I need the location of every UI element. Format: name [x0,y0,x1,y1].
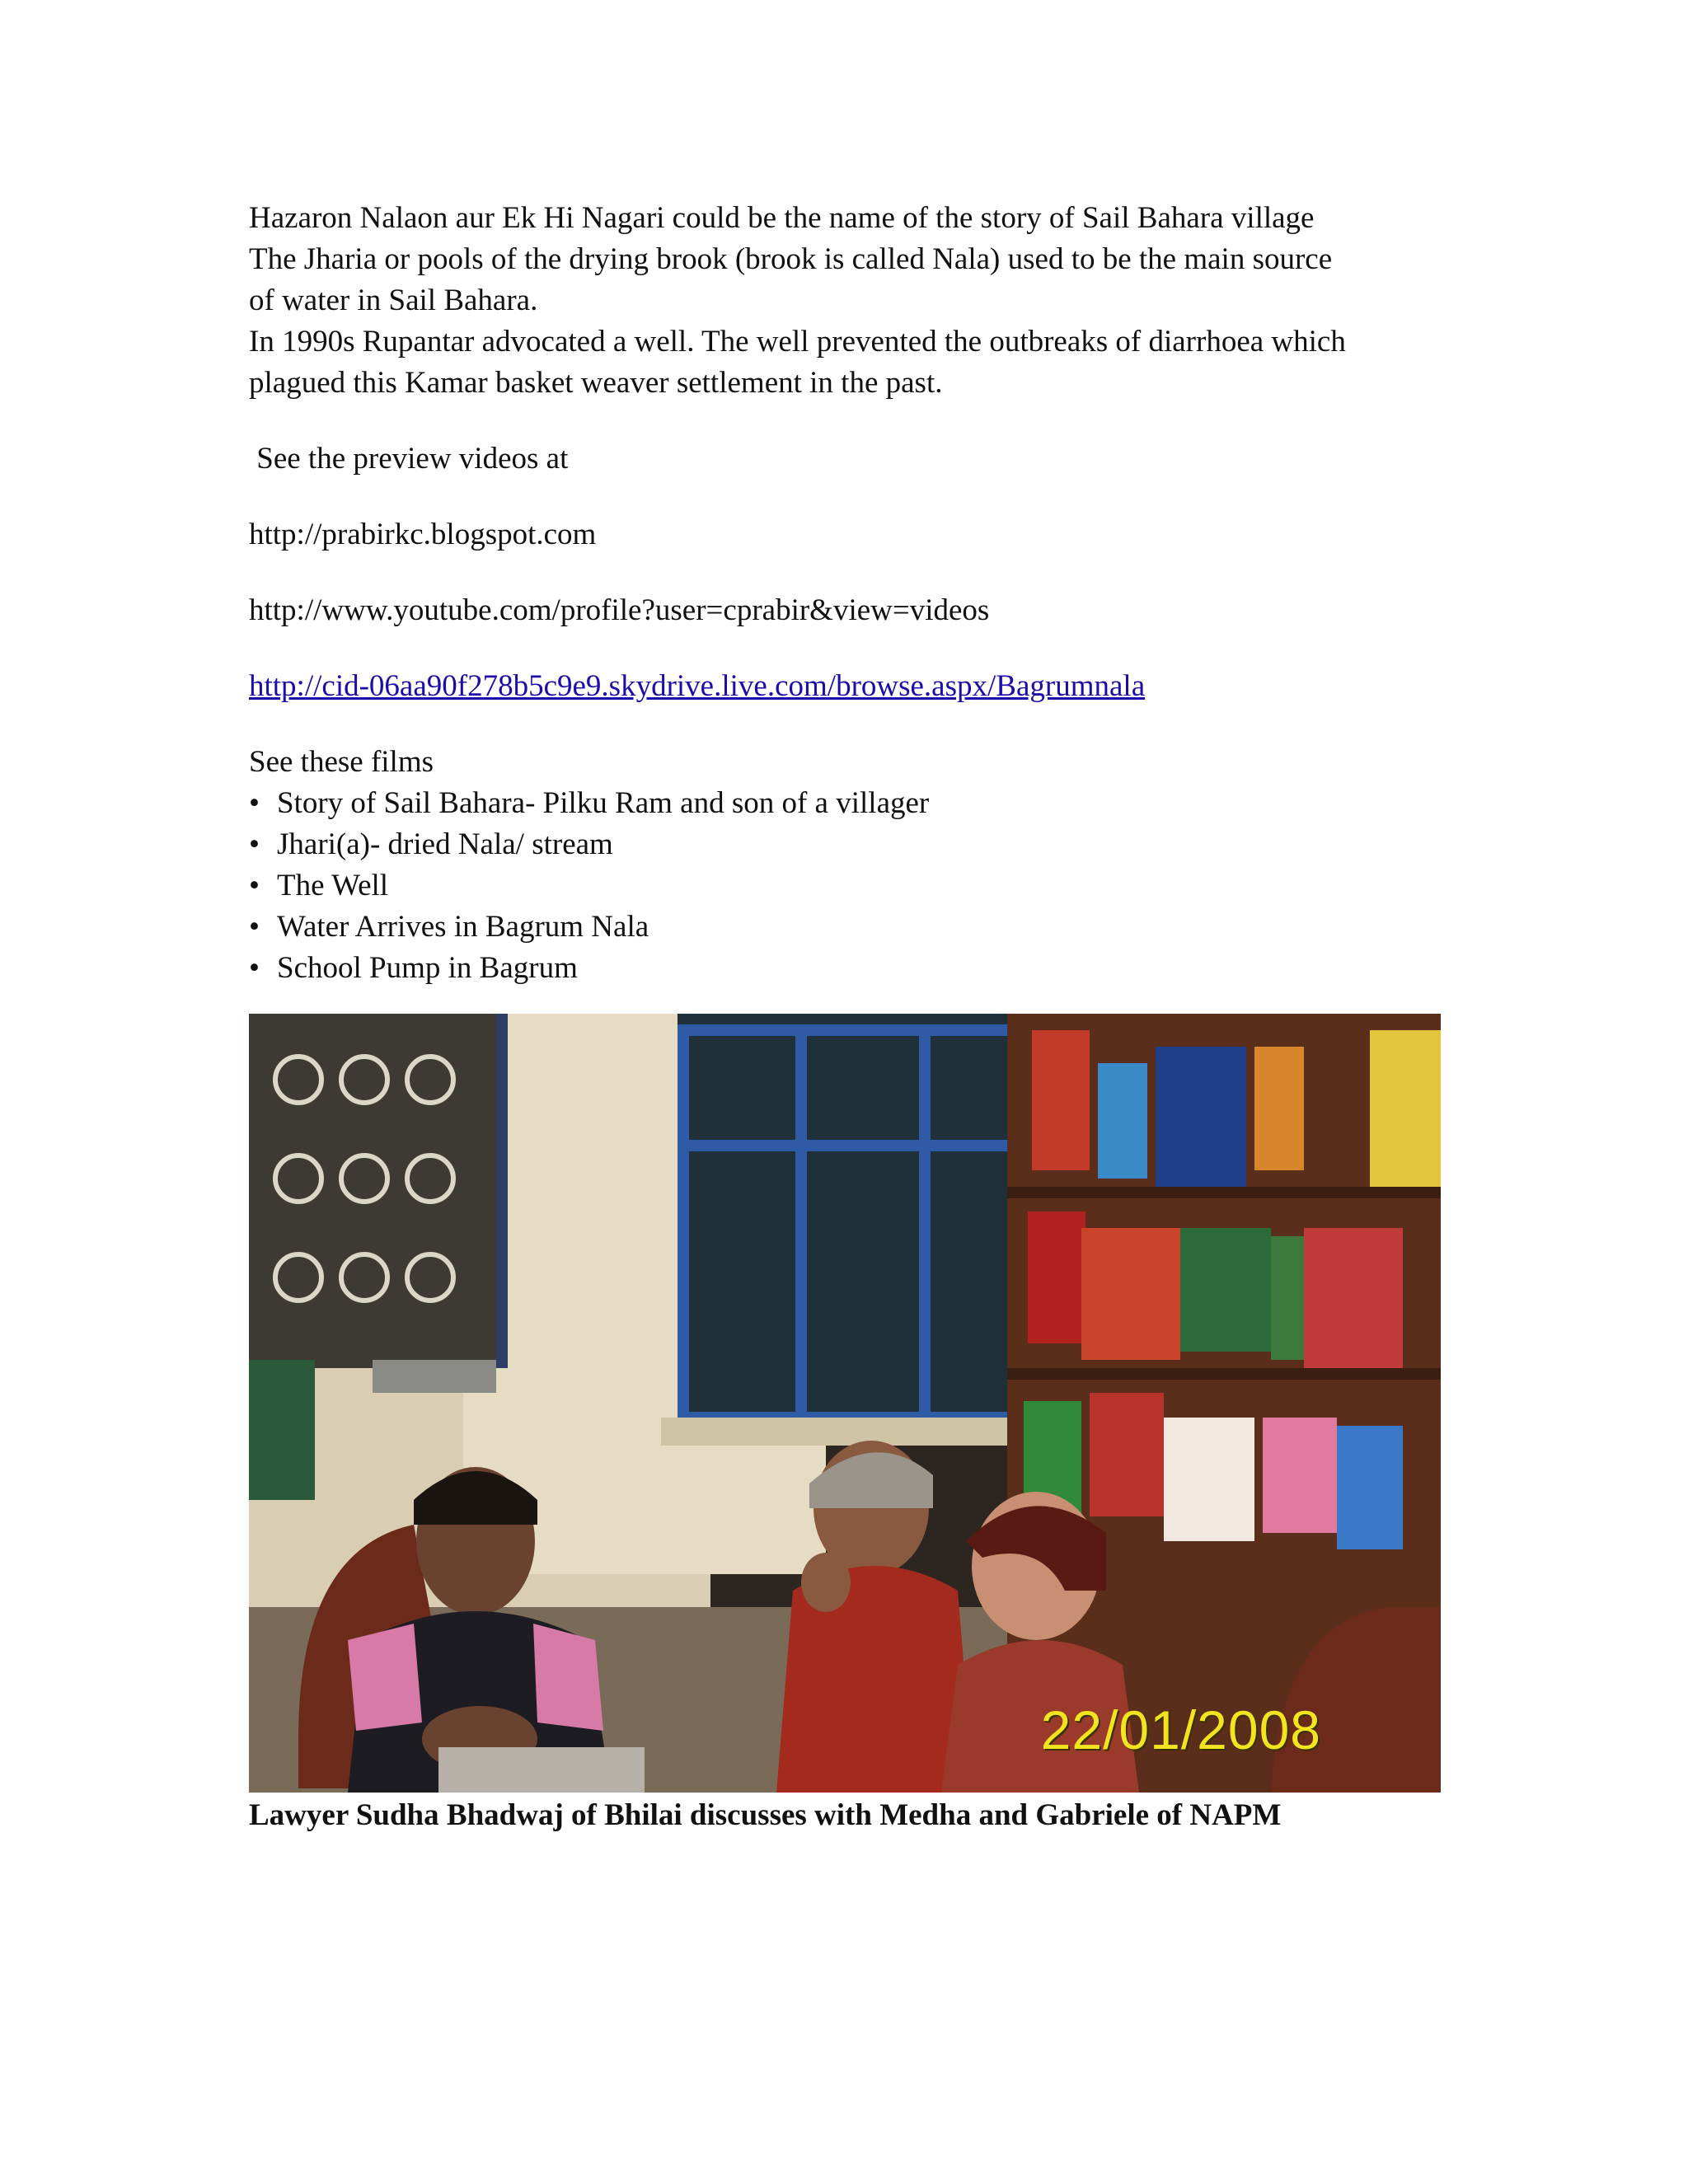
intro-line-4: In 1990s Rupantar advocated a well. The well prevented the outbreaks of diarrhoea which [249,325,1346,359]
list-item: • School Pump in Bagrum [249,948,1444,989]
meeting-photo [249,1014,1441,1793]
skydrive-link[interactable]: http://cid-06aa90f278b5c9e9.skydrive.live.com/browse.aspx/Bagrumnala [249,669,1146,703]
list-item: • Story of Sail Bahara- Pilku Ram and son of a villager [249,783,1444,824]
photo-caption: Lawyer Sudha Bhadwaj of Bhilai discusses with Medha and Gabriele of NAPM [249,1798,1282,1832]
films-list [249,783,1444,989]
photo-scene [249,1014,1441,1793]
date-stamp: 22/01/2008 [1040,1699,1321,1760]
films-heading: See these films [249,745,434,779]
blog-url: http://prabirkc.blogspot.com [249,518,597,551]
intro-line-1: Hazaron Nalaon aur Ek Hi Nagari could be the name of the story of Sail Bahara village [249,201,1315,235]
list-item: • Jhari(a)- dried Nala/ stream [249,824,1444,865]
intro-line-3: of water in Sail Bahara. [249,284,538,317]
preview-heading: See the preview videos at [249,442,569,476]
intro-line-2: The Jharia or pools of the drying brook (brook is called Nala) used to be the main source [249,242,1333,276]
list-item: • The Well [249,865,1444,907]
text-body [249,198,1444,989]
blue-window [678,1014,1048,1426]
window-grille [249,1014,496,1368]
list-item: • Water Arrives in Bagrum Nala [249,907,1444,948]
youtube-url: http://www.youtube.com/profile?user=cprabir&view=videos [249,593,990,627]
intro-line-5: plagued this Kamar basket weaver settlement in the past. [249,366,943,400]
